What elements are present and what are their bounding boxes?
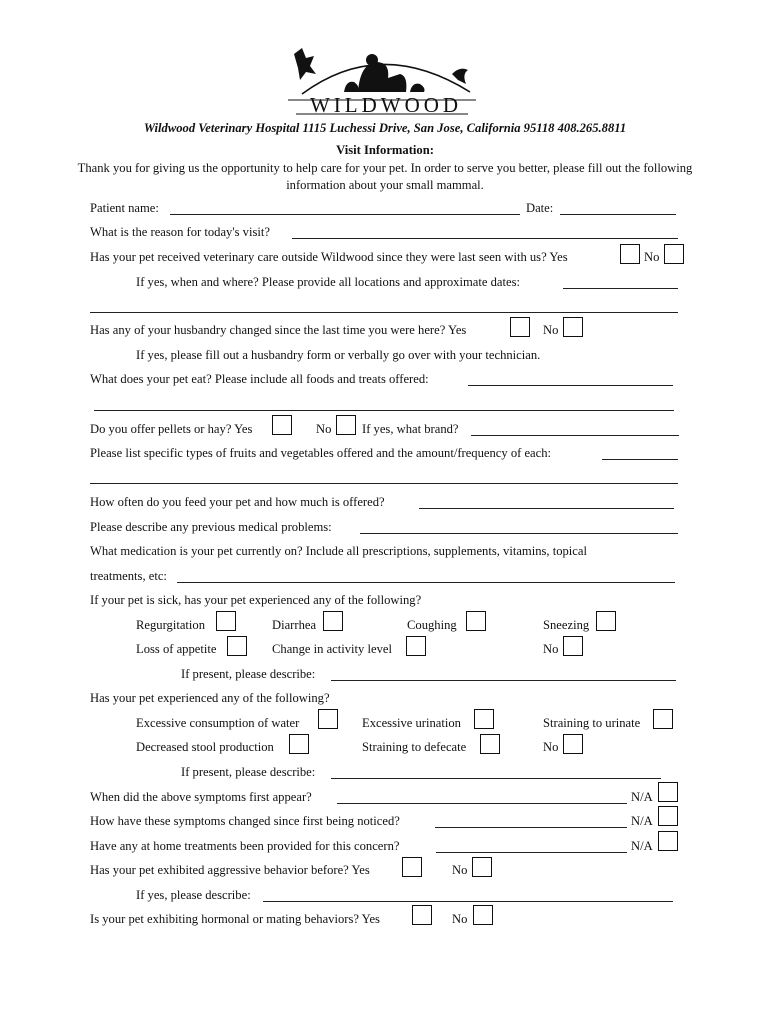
pellets-question: Do you offer pellets or hay? Yes xyxy=(90,422,253,436)
patient-name-field[interactable] xyxy=(170,214,520,215)
na-label: N/A xyxy=(631,814,653,828)
husbandry-yes-checkbox[interactable] xyxy=(510,317,530,337)
symptoms-first-field[interactable] xyxy=(337,803,627,804)
decreased-stool-label: Decreased stool production xyxy=(136,740,274,754)
straining-urinate-label: Straining to urinate xyxy=(543,716,641,730)
medical-field[interactable] xyxy=(360,533,678,534)
describe-label: If present, please describe: xyxy=(181,765,316,779)
symptoms-2-no-checkbox[interactable] xyxy=(563,734,583,754)
eat-field-2[interactable] xyxy=(94,410,674,411)
excess-urination-checkbox[interactable] xyxy=(474,709,494,729)
activity-checkbox[interactable] xyxy=(406,636,426,656)
home-treat-field[interactable] xyxy=(436,852,627,853)
home-treat-label: Have any at home treatments been provided for this concern? xyxy=(90,839,400,853)
symptoms-1-no-checkbox[interactable] xyxy=(563,636,583,656)
experienced-question: Has your pet experienced any of the following? xyxy=(90,691,330,705)
treatments-label: treatments, etc: xyxy=(90,569,167,583)
aggressive-no-checkbox[interactable] xyxy=(472,857,492,877)
describe-label: If present, please describe: xyxy=(181,667,316,681)
loss-appetite-label: Loss of appetite xyxy=(136,642,217,656)
fruits-field[interactable] xyxy=(602,459,678,460)
eat-field[interactable] xyxy=(468,385,673,386)
coughing-checkbox[interactable] xyxy=(466,611,486,631)
eat-label: What does your pet eat? Please include all foods and treats offered: xyxy=(90,372,429,386)
sneezing-label: Sneezing xyxy=(543,618,590,632)
symptoms-first-label: When did the above symptoms first appear? xyxy=(90,790,312,804)
brand-name: WILDWOOD xyxy=(309,93,463,117)
medication-field[interactable] xyxy=(177,582,675,583)
describe-field-1[interactable] xyxy=(331,680,676,681)
aggr-describe-field[interactable] xyxy=(263,901,673,902)
no-label: No xyxy=(452,912,468,926)
diarrhea-checkbox[interactable] xyxy=(323,611,343,631)
fruits-label: Please list specific types of fruits and vegetables offered and the amount/frequency of each: xyxy=(90,446,552,460)
husbandry-no-checkbox[interactable] xyxy=(563,317,583,337)
no-label: No xyxy=(316,422,332,436)
excess-urination-label: Excessive urination xyxy=(362,716,461,730)
loss-appetite-checkbox[interactable] xyxy=(227,636,247,656)
medication-label: What medication is your pet currently on? Include all prescriptions, supplements, vitamins, topical xyxy=(90,544,587,558)
hospital-info: Wildwood Veterinary Hospital 1115 Luchessi Drive, San Jose, California 95118 408.265.8811 xyxy=(143,121,627,135)
symptoms-changed-na-checkbox[interactable] xyxy=(658,806,678,826)
diarrhea-label: Diarrhea xyxy=(272,618,317,632)
pellets-yes-checkbox[interactable] xyxy=(272,415,292,435)
hormonal-yes-checkbox[interactable] xyxy=(412,905,432,925)
aggressive-yes-checkbox[interactable] xyxy=(402,857,422,877)
regurgitation-checkbox[interactable] xyxy=(216,611,236,631)
husbandry-note: If yes, please fill out a husbandry form or verbally go over with your technician. xyxy=(136,348,541,362)
no-label: No xyxy=(543,740,559,754)
husbandry-question: Has any of your husbandry changed since the last time you were here? Yes xyxy=(90,323,467,337)
medical-label: Please describe any previous medical problems: xyxy=(90,520,332,534)
brand-label: If yes, what brand? xyxy=(362,422,459,436)
no-label: No xyxy=(543,642,559,656)
straining-defecate-label: Straining to defecate xyxy=(362,740,467,754)
no-label: No xyxy=(543,323,559,337)
symptoms-changed-field[interactable] xyxy=(435,827,627,828)
reason-field[interactable] xyxy=(292,238,678,239)
symptoms-first-na-checkbox[interactable] xyxy=(658,782,678,802)
fruits-field-2[interactable] xyxy=(90,483,678,484)
outside-care-question: Has your pet received veterinary care outside Wildwood since they were last seen with us? Yes xyxy=(90,250,568,264)
coughing-label: Coughing xyxy=(407,618,457,632)
pellets-no-checkbox[interactable] xyxy=(336,415,356,435)
sick-question: If your pet is sick, has your pet experienced any of the following? xyxy=(90,593,422,607)
no-label: No xyxy=(452,863,468,877)
outside-when-label: If yes, when and where? Please provide all locations and approximate dates: xyxy=(136,275,520,289)
patient-name-label: Patient name: xyxy=(90,201,159,215)
decreased-stool-checkbox[interactable] xyxy=(289,734,309,754)
outside-when-field[interactable] xyxy=(563,288,678,289)
date-label: Date: xyxy=(526,201,554,215)
aggr-describe-label: If yes, please describe: xyxy=(136,888,251,902)
activity-label: Change in activity level xyxy=(272,642,392,656)
outside-when-field-2[interactable] xyxy=(90,312,678,313)
intro-text: Thank you for giving us the opportunity to help care for your pet. In order to serve you better, please fill out the following information about your small mammal. xyxy=(77,161,693,192)
excess-water-label: Excessive consumption of water xyxy=(136,716,300,730)
date-field[interactable] xyxy=(560,214,676,215)
reason-label: What is the reason for today's visit? xyxy=(90,225,270,239)
straining-urinate-checkbox[interactable] xyxy=(653,709,673,729)
describe-field-2[interactable] xyxy=(331,778,661,779)
symptoms-changed-label: How have these symptoms changed since first being noticed? xyxy=(90,814,400,828)
brand-field[interactable] xyxy=(471,435,679,436)
feed-often-field[interactable] xyxy=(419,508,674,509)
excess-water-checkbox[interactable] xyxy=(318,709,338,729)
hormonal-no-checkbox[interactable] xyxy=(473,905,493,925)
aggressive-question: Has your pet exhibited aggressive behavior before? Yes xyxy=(90,863,370,877)
regurgitation-label: Regurgitation xyxy=(136,618,206,632)
sneezing-checkbox[interactable] xyxy=(596,611,616,631)
na-label: N/A xyxy=(631,839,653,853)
home-treat-na-checkbox[interactable] xyxy=(658,831,678,851)
section-title: Visit Information: xyxy=(336,143,434,157)
outside-care-no-checkbox[interactable] xyxy=(664,244,684,264)
straining-defecate-checkbox[interactable] xyxy=(480,734,500,754)
feed-often-label: How often do you feed your pet and how much is offered? xyxy=(90,495,385,509)
outside-care-yes-checkbox[interactable] xyxy=(620,244,640,264)
hormonal-question: Is your pet exhibiting hormonal or mating behaviors? Yes xyxy=(90,912,380,926)
no-label: No xyxy=(644,250,660,264)
na-label: N/A xyxy=(631,790,653,804)
